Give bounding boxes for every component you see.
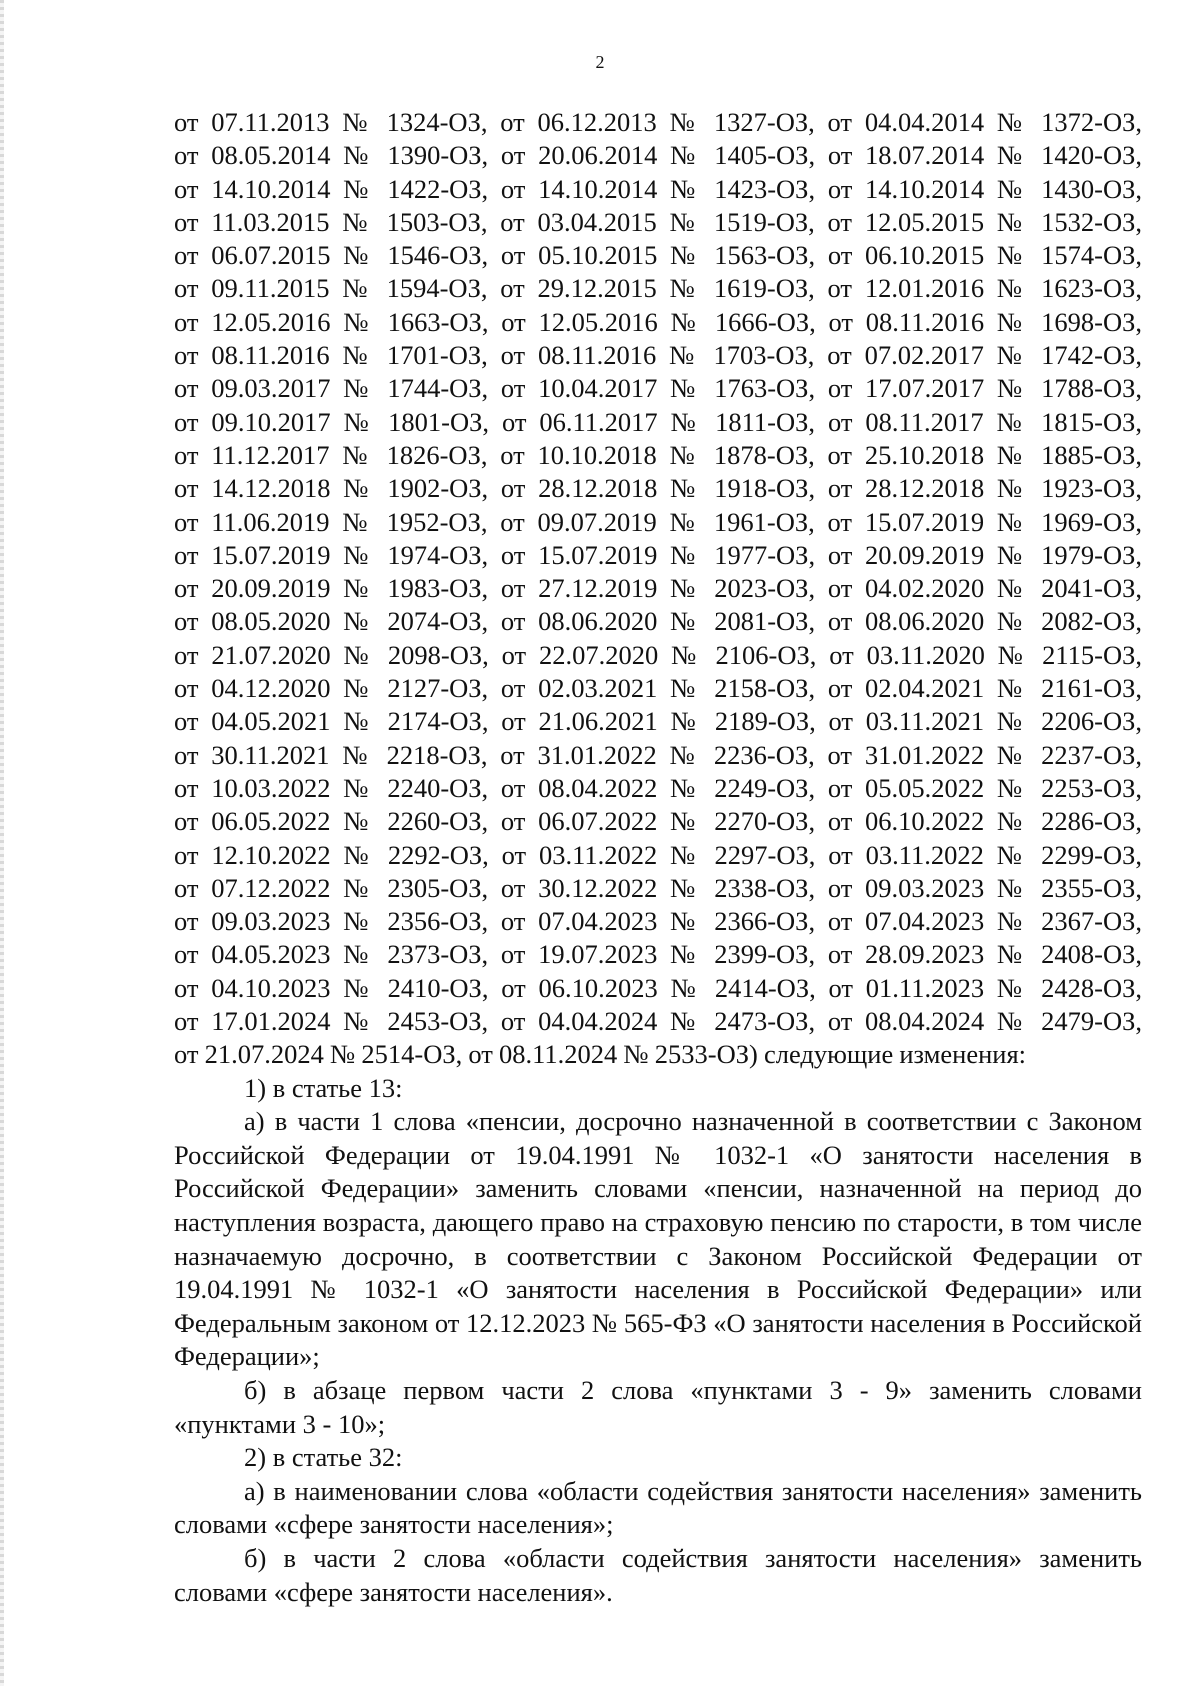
amendment-references xyxy=(174,106,1142,1072)
item-2-paragraph-a: а) в наименовании слова «области содействия занятости населения» заменить словами «сфере занятости населения»; xyxy=(174,1475,1142,1540)
reference-line: от 15.07.2019 № 1974-ОЗ, от 15.07.2019 № 1977-ОЗ, от 20.09.2019 № 1979-ОЗ, xyxy=(174,539,1142,570)
reference-line: от 17.01.2024 № 2453-ОЗ, от 04.04.2024 № 2473-ОЗ, от 08.04.2024 № 2479-ОЗ, xyxy=(174,1006,1142,1037)
scan-edge-artifact xyxy=(0,0,4,1686)
reference-line: от 08.05.2014 № 1390-ОЗ, от 20.06.2014 № 1405-ОЗ, от 18.07.2014 № 1420-ОЗ, xyxy=(174,140,1142,171)
reference-line: от 04.10.2023 № 2410-ОЗ, от 06.10.2023 № 2414-ОЗ, от 01.11.2023 № 2428-ОЗ, xyxy=(174,972,1142,1003)
reference-line: от 07.12.2022 № 2305-ОЗ, от 30.12.2022 № 2338-ОЗ, от 09.03.2023 № 2355-ОЗ, xyxy=(174,872,1142,903)
reference-line: от 10.03.2022 № 2240-ОЗ, от 08.04.2022 № 2249-ОЗ, от 05.05.2022 № 2253-ОЗ, xyxy=(174,772,1142,803)
reference-line-last: от 21.07.2024 № 2514-ОЗ, от 08.11.2024 № 2533-ОЗ) следующие изменения: xyxy=(174,1039,1027,1070)
reference-line: от 20.09.2019 № 1983-ОЗ, от 27.12.2019 № 2023-ОЗ, от 04.02.2020 № 2041-ОЗ, xyxy=(174,573,1142,604)
reference-line: от 08.05.2020 № 2074-ОЗ, от 08.06.2020 № 2081-ОЗ, от 08.06.2020 № 2082-ОЗ, xyxy=(174,606,1142,637)
reference-line: от 09.10.2017 № 1801-ОЗ, от 06.11.2017 № 1811-ОЗ, от 08.11.2017 № 1815-ОЗ, xyxy=(174,406,1142,437)
reference-line: от 21.07.2020 № 2098-ОЗ, от 22.07.2020 № 2106-ОЗ, от 03.11.2020 № 2115-ОЗ, xyxy=(174,639,1142,670)
reference-line: от 06.07.2015 № 1546-ОЗ, от 05.10.2015 № 1563-ОЗ, от 06.10.2015 № 1574-ОЗ, xyxy=(174,240,1142,271)
item-2-paragraph-b: б) в части 2 слова «области содействия занятости населения» заменить словами «сфере занятости населения». xyxy=(174,1542,1142,1607)
item-1-paragraph-a: а) в части 1 слова «пенсии, досрочно назначенной в соответствии с Законом Российской Федерации от 19.04.1991 № 1032-1 «О занятости населения в Российской Федерации» заменить словами «пенсии, назначенной на период до наступления возраста, дающего право на страховую пенсию по старости, в том числе назначаемую досрочно, в соответствии с Законом Российской Федерации от 19.04.1991 № 1032-1 «О занятости населения в Российской Федерации» или Федеральным законом от 12.12.2023 № 565-ФЗ «О занятости населения в Российской Федерации»; xyxy=(174,1106,1142,1372)
reference-line: от 12.05.2016 № 1663-ОЗ, от 12.05.2016 № 1666-ОЗ, от 08.11.2016 № 1698-ОЗ, xyxy=(174,306,1142,337)
document-body xyxy=(174,106,1142,1609)
reference-line: от 09.03.2023 № 2356-ОЗ, от 07.04.2023 № 2366-ОЗ, от 07.04.2023 № 2367-ОЗ, xyxy=(174,906,1142,937)
reference-line: от 04.05.2023 № 2373-ОЗ, от 19.07.2023 № 2399-ОЗ, от 28.09.2023 № 2408-ОЗ, xyxy=(174,939,1142,970)
reference-line: от 08.11.2016 № 1701-ОЗ, от 08.11.2016 № 1703-ОЗ, от 07.02.2017 № 1742-ОЗ, xyxy=(174,340,1142,371)
item-1-heading: 1) в статье 13: xyxy=(244,1072,403,1103)
reference-line: от 11.03.2015 № 1503-ОЗ, от 03.04.2015 № 1519-ОЗ, от 12.05.2015 № 1532-ОЗ, xyxy=(174,206,1142,237)
reference-line: от 09.11.2015 № 1594-ОЗ, от 29.12.2015 № 1619-ОЗ, от 12.01.2016 № 1623-ОЗ, xyxy=(174,273,1142,304)
reference-line: от 30.11.2021 № 2218-ОЗ, от 31.01.2022 № 2236-ОЗ, от 31.01.2022 № 2237-ОЗ, xyxy=(174,739,1142,770)
reference-line: от 07.11.2013 № 1324-ОЗ, от 06.12.2013 № 1327-ОЗ, от 04.04.2014 № 1372-ОЗ, xyxy=(174,107,1142,137)
reference-line: от 09.03.2017 № 1744-ОЗ, от 10.04.2017 № 1763-ОЗ, от 17.07.2017 № 1788-ОЗ, xyxy=(174,373,1142,404)
reference-line: от 04.12.2020 № 2127-ОЗ, от 02.03.2021 № 2158-ОЗ, от 02.04.2021 № 2161-ОЗ, xyxy=(174,673,1142,704)
reference-line: от 12.10.2022 № 2292-ОЗ, от 03.11.2022 № 2297-ОЗ, от 03.11.2022 № 2299-ОЗ, xyxy=(174,839,1142,870)
reference-line: от 06.05.2022 № 2260-ОЗ, от 06.07.2022 № 2270-ОЗ, от 06.10.2022 № 2286-ОЗ, xyxy=(174,806,1142,837)
reference-line: от 11.06.2019 № 1952-ОЗ, от 09.07.2019 № 1961-ОЗ, от 15.07.2019 № 1969-ОЗ, xyxy=(174,506,1142,537)
amendment-item-2 xyxy=(174,1441,1142,1609)
amendment-item-1 xyxy=(174,1072,1142,1442)
page-number: 2 xyxy=(595,52,605,72)
reference-line: от 04.05.2021 № 2174-ОЗ, от 21.06.2021 № 2189-ОЗ, от 03.11.2021 № 2206-ОЗ, xyxy=(174,706,1142,737)
reference-line: от 11.12.2017 № 1826-ОЗ, от 10.10.2018 № 1878-ОЗ, от 25.10.2018 № 1885-ОЗ, xyxy=(174,439,1142,470)
item-2-heading: 2) в статье 32: xyxy=(244,1442,403,1473)
item-1-paragraph-b: б) в абзаце первом части 2 слова «пунктами 3 - 9» заменить словами «пунктами 3 - 10»; xyxy=(174,1374,1142,1439)
reference-line: от 14.10.2014 № 1422-ОЗ, от 14.10.2014 № 1423-ОЗ, от 14.10.2014 № 1430-ОЗ, xyxy=(174,173,1142,204)
reference-line: от 14.12.2018 № 1902-ОЗ, от 28.12.2018 № 1918-ОЗ, от 28.12.2018 № 1923-ОЗ, xyxy=(174,473,1142,504)
